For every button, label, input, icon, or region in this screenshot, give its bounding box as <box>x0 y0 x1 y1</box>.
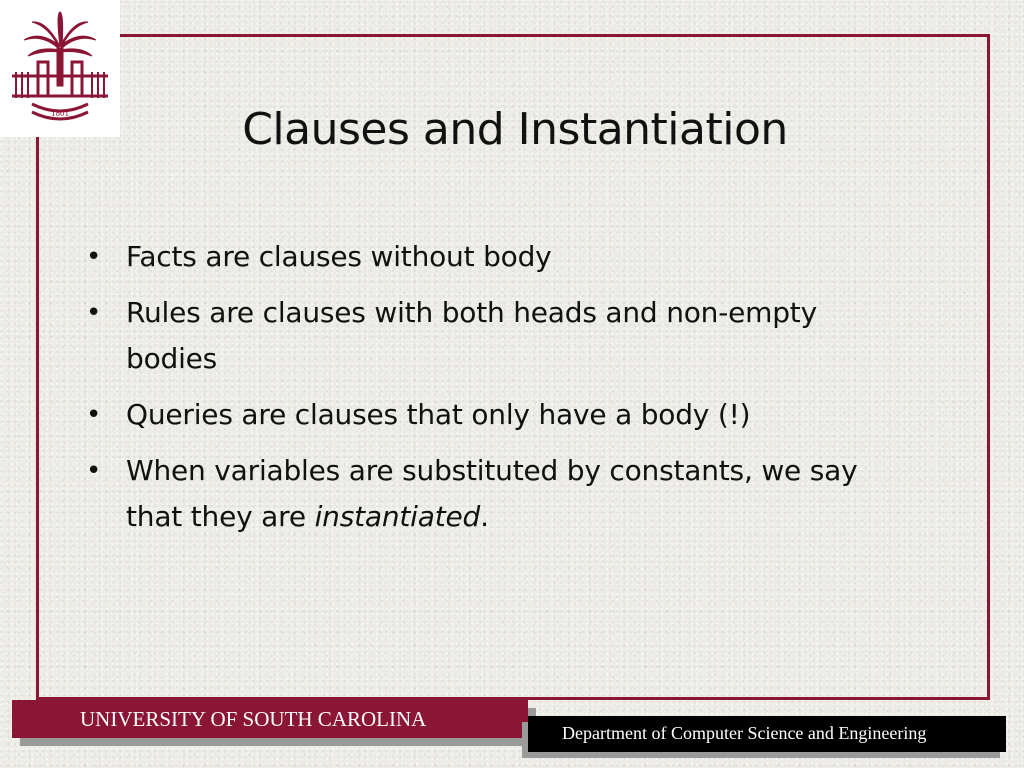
bullet-marker: • <box>86 242 102 272</box>
slide-title: Clauses and Instantiation <box>242 104 788 155</box>
bullet-marker: • <box>86 456 102 486</box>
bullet-text-suffix: . <box>480 500 489 533</box>
university-footer-bar <box>12 700 528 738</box>
bullet-text: Rules are clauses with both heads and non-empty bodies <box>126 296 817 375</box>
bullet-item <box>86 448 916 540</box>
logo-panel <box>0 0 120 137</box>
department-footer-bar <box>528 716 1006 752</box>
bullet-item <box>86 234 916 280</box>
bullet-emphasis: instantiated <box>314 500 481 533</box>
bullet-marker: • <box>86 298 102 328</box>
university-name: UNIVERSITY OF SOUTH CAROLINA <box>80 707 427 731</box>
department-name: Department of Computer Science and Engineering <box>562 723 927 743</box>
bullet-text: Queries are clauses that only have a body (!) <box>126 398 751 431</box>
bullet-text: Facts are clauses without body <box>126 240 552 273</box>
bullet-list <box>86 234 916 550</box>
bullet-item <box>86 290 916 382</box>
bullet-item <box>86 392 916 438</box>
palmetto-logo-icon <box>10 10 110 128</box>
bullet-marker: • <box>86 400 102 430</box>
bullet-text-prefix: When variables are substituted by constants, we say that they are <box>126 454 858 533</box>
logo-year: 1801 <box>51 108 69 118</box>
